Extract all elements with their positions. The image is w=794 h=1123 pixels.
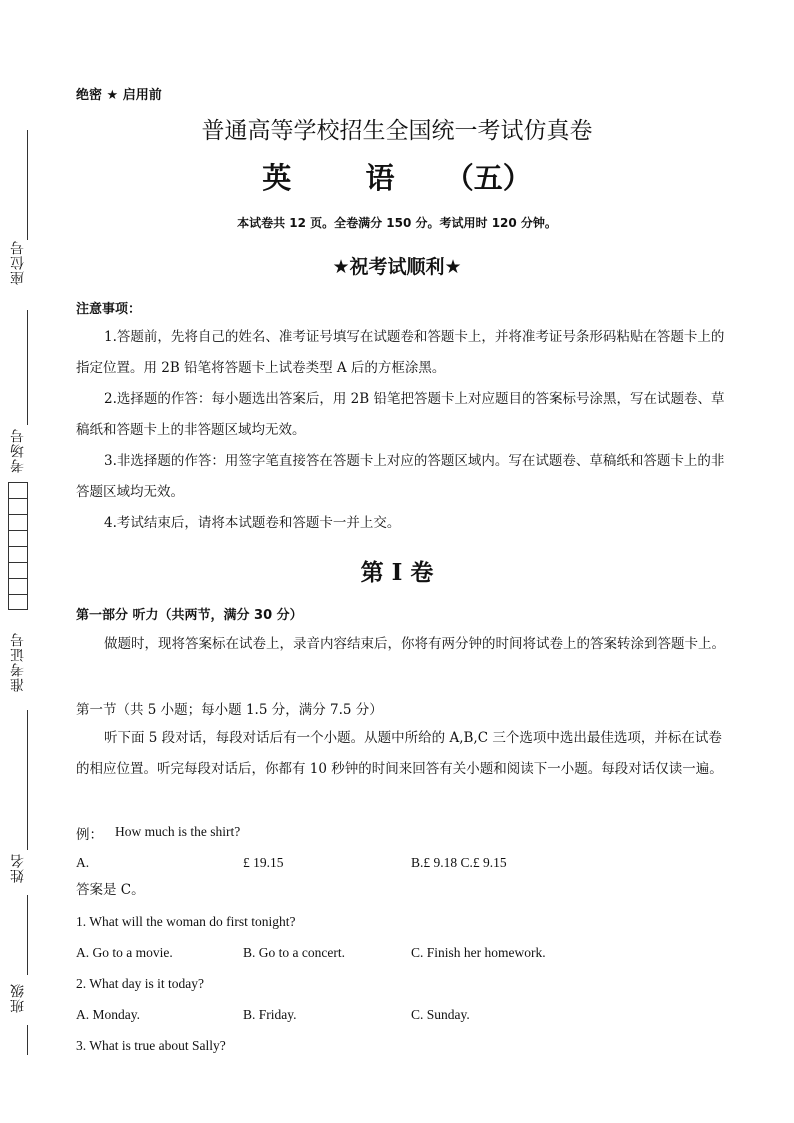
notice-heading: 注意事项：	[76, 302, 142, 317]
question-stem: 3. What is true about Sally?	[76, 1038, 226, 1053]
confidential-mark: 绝密 ★ 启用前	[76, 88, 162, 103]
notice-item: 3.非选择题的作答：用签字笔直接答在答题卡上对应的答题区域内。写在试题卷、草稿纸和答题卡上的非答题区域均无效。	[76, 453, 725, 500]
question-option: B. Friday.	[243, 1007, 297, 1022]
notice-item: 1.答题前，先将自己的姓名、准考证号填写在试题卷和答题卡上，并将准考证号条形码粘贴在答题卡上的指定位置。用 2B 铅笔将答题卡上试卷类型 A 后的方框涂黑。	[76, 329, 725, 376]
question-option: C. Finish her homework.	[411, 945, 546, 960]
question-option: A. Go to a movie.	[76, 945, 173, 960]
ticket-number-grid	[8, 482, 28, 610]
notice-item: 2.选择题的作答：每小题选出答案后，用 2B 铅笔把答题卡上对应题目的答案标号涂黑，写在试题卷、草稿纸和答题卡上的非答题区域均无效。	[76, 391, 725, 438]
margin-line	[27, 1025, 28, 1055]
part1-intro: 做题时，现将答案标在试卷上，录音内容结束后，你将有两分钟的时间将试卷上的答案转涂到答题卡上。	[104, 636, 725, 652]
example-label: 例：	[76, 827, 103, 843]
class-label: 班级	[10, 983, 26, 1013]
volume-number: （五）	[444, 161, 532, 195]
example-question: How much is the shirt?	[115, 824, 241, 839]
example-options-bc: B.£ 9.18 C.£ 9.15	[411, 855, 507, 870]
seat-number-label: 座位号	[10, 240, 26, 285]
question-option: B. Go to a concert.	[243, 945, 345, 960]
margin-line	[27, 895, 28, 975]
subject-char-1: 英	[262, 161, 292, 195]
subject-char-2: 语	[365, 161, 395, 195]
name-label: 姓名	[10, 853, 26, 883]
example-answer: 答案是 C。	[76, 882, 145, 898]
subject-title	[0, 156, 794, 197]
section1-title: 第一节（共 5 小题；每小题 1.5 分，满分 7.5 分）	[76, 702, 383, 718]
example-option-a: A.	[76, 855, 90, 870]
notice-item: 4.考试结束后，请将本试题卷和答题卡一并上交。	[104, 515, 401, 531]
exam-room-label: 考场号	[10, 428, 26, 473]
section1-intro-block	[76, 723, 726, 785]
question-option: C. Sunday.	[411, 1007, 470, 1022]
notice-list	[76, 322, 726, 539]
question-option: A. Monday.	[76, 1007, 140, 1022]
margin-line	[27, 710, 28, 850]
good-luck-line: ★祝考试顺利★	[332, 256, 462, 278]
section1-intro: 听下面 5 段对话，每段对话后有一个小题。从题中所给的 A,B,C 三个选项中选出最佳选项，并标在试卷的相应位置。听完每段对话后，你都有 10 秒钟的时间来回答有关小题和阅读下一小题。每段对话仅读一遍。	[76, 730, 723, 777]
part1-title: 第一部分 听力（共两节，满分 30 分）	[76, 608, 303, 623]
volume-title: 第 I 卷	[360, 559, 434, 586]
exam-info: 本试卷共 12 页。全卷满分 150 分。考试用时 120 分钟。	[237, 216, 557, 230]
question-stem: 1. What will the woman do first tonight?	[76, 914, 296, 929]
exam-title: 普通高等学校招生全国统一考试仿真卷	[201, 118, 593, 144]
margin-line	[27, 310, 28, 425]
ticket-number-label: 准考证号	[10, 632, 26, 692]
part1-intro-block	[76, 629, 726, 660]
question-stem: 2. What day is it today?	[76, 976, 204, 991]
example-option-a-value: £ 19.15	[243, 855, 284, 870]
